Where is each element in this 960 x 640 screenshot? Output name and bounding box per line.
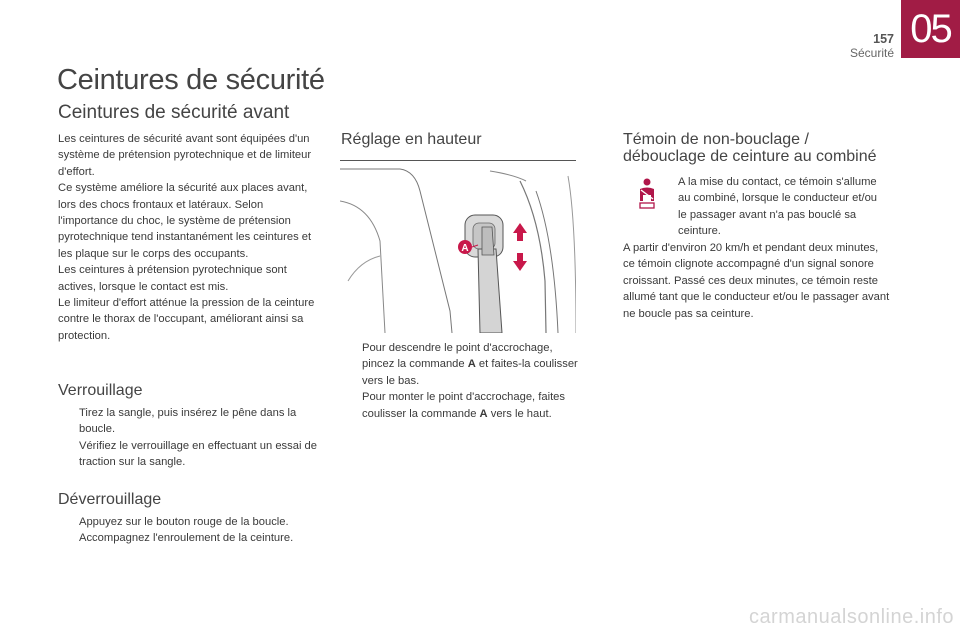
list-item: Tirez la sangle, puis insérez le pêne dans la boucle. [79, 407, 297, 436]
verrouillage-list [58, 405, 320, 471]
deverrouillage-heading: Déverrouillage [58, 491, 162, 508]
intro-paragraph: Ce système améliore la sécurité aux places avant, lors des chocs frontaux et latéraux. Selon l'importance du choc, le système de prétension pyrotechnique tend instantanément les ceintures et les plaque sur le corps des occupants. [58, 182, 312, 260]
section-name: Sécurité [849, 46, 894, 60]
deverrouillage-list [58, 514, 328, 547]
intro-paragraph: Les ceintures à prétension pyrotechnique sont actives, lorsque le contact est mis. [58, 264, 287, 293]
verrouillage-heading: Verrouillage [58, 382, 143, 399]
list-item: Accompagnez l'enroulement de la ceinture. [79, 532, 294, 545]
footer-watermark: carmanualsonline.info [748, 606, 954, 628]
temoin-paragraph-1: A la mise du contact, ce témoin s'allume au combiné, lorsque le conducteur et/ou le passager avant n'a pas bouclé sa ceinture. [678, 176, 878, 238]
temoin-paragraph-2: A partir d'environ 20 km/h et pendant deux minutes, ce témoin clignote accompagné d'un signal sonore croissant. Passé ces deux minutes, ce témoin reste allumé tant que le conducteur et/ou le passager avant ne boucle pas sa ceinture. [623, 242, 890, 320]
page-title: Ceintures de sécurité [57, 64, 325, 96]
intro-text [58, 131, 320, 344]
temoin-heading: Témoin de non-bouclage / débouclage de ceinture au combiné [623, 131, 877, 165]
height-adjust-illustration [340, 160, 576, 333]
intro-paragraph: Les ceintures de sécurité avant sont équipées d'un système de prétension pyrotechnique et de limiteur d'effort. [58, 133, 312, 178]
list-item: Vérifiez le verrouillage en effectuant un essai de traction sur la sangle. [79, 439, 317, 469]
reglage-list [341, 340, 581, 422]
seatbelt-height-figure [340, 161, 576, 333]
list-item: Pour monter le point d'accrochage, faites coulisser la commande A vers le haut. [362, 391, 566, 420]
seatbelt-warning-icon [636, 177, 658, 211]
list-item: Pour descendre le point d'accrochage, pincez la commande A et faites-la coulisser vers le bas. [362, 342, 578, 387]
page-subtitle: Ceintures de sécurité avant [58, 102, 290, 123]
reglage-heading: Réglage en hauteur [341, 131, 482, 148]
figure-label-a: A [461, 243, 469, 254]
chapter-tab: 05 [901, 0, 960, 58]
intro-paragraph: Le limiteur d'effort atténue la pression de la ceinture contre le thorax de l'occupant, améliorant ainsi sa protection. [58, 297, 315, 342]
page-number: 157 [873, 32, 894, 46]
list-item: Appuyez sur le bouton rouge de la boucle. [79, 516, 289, 528]
